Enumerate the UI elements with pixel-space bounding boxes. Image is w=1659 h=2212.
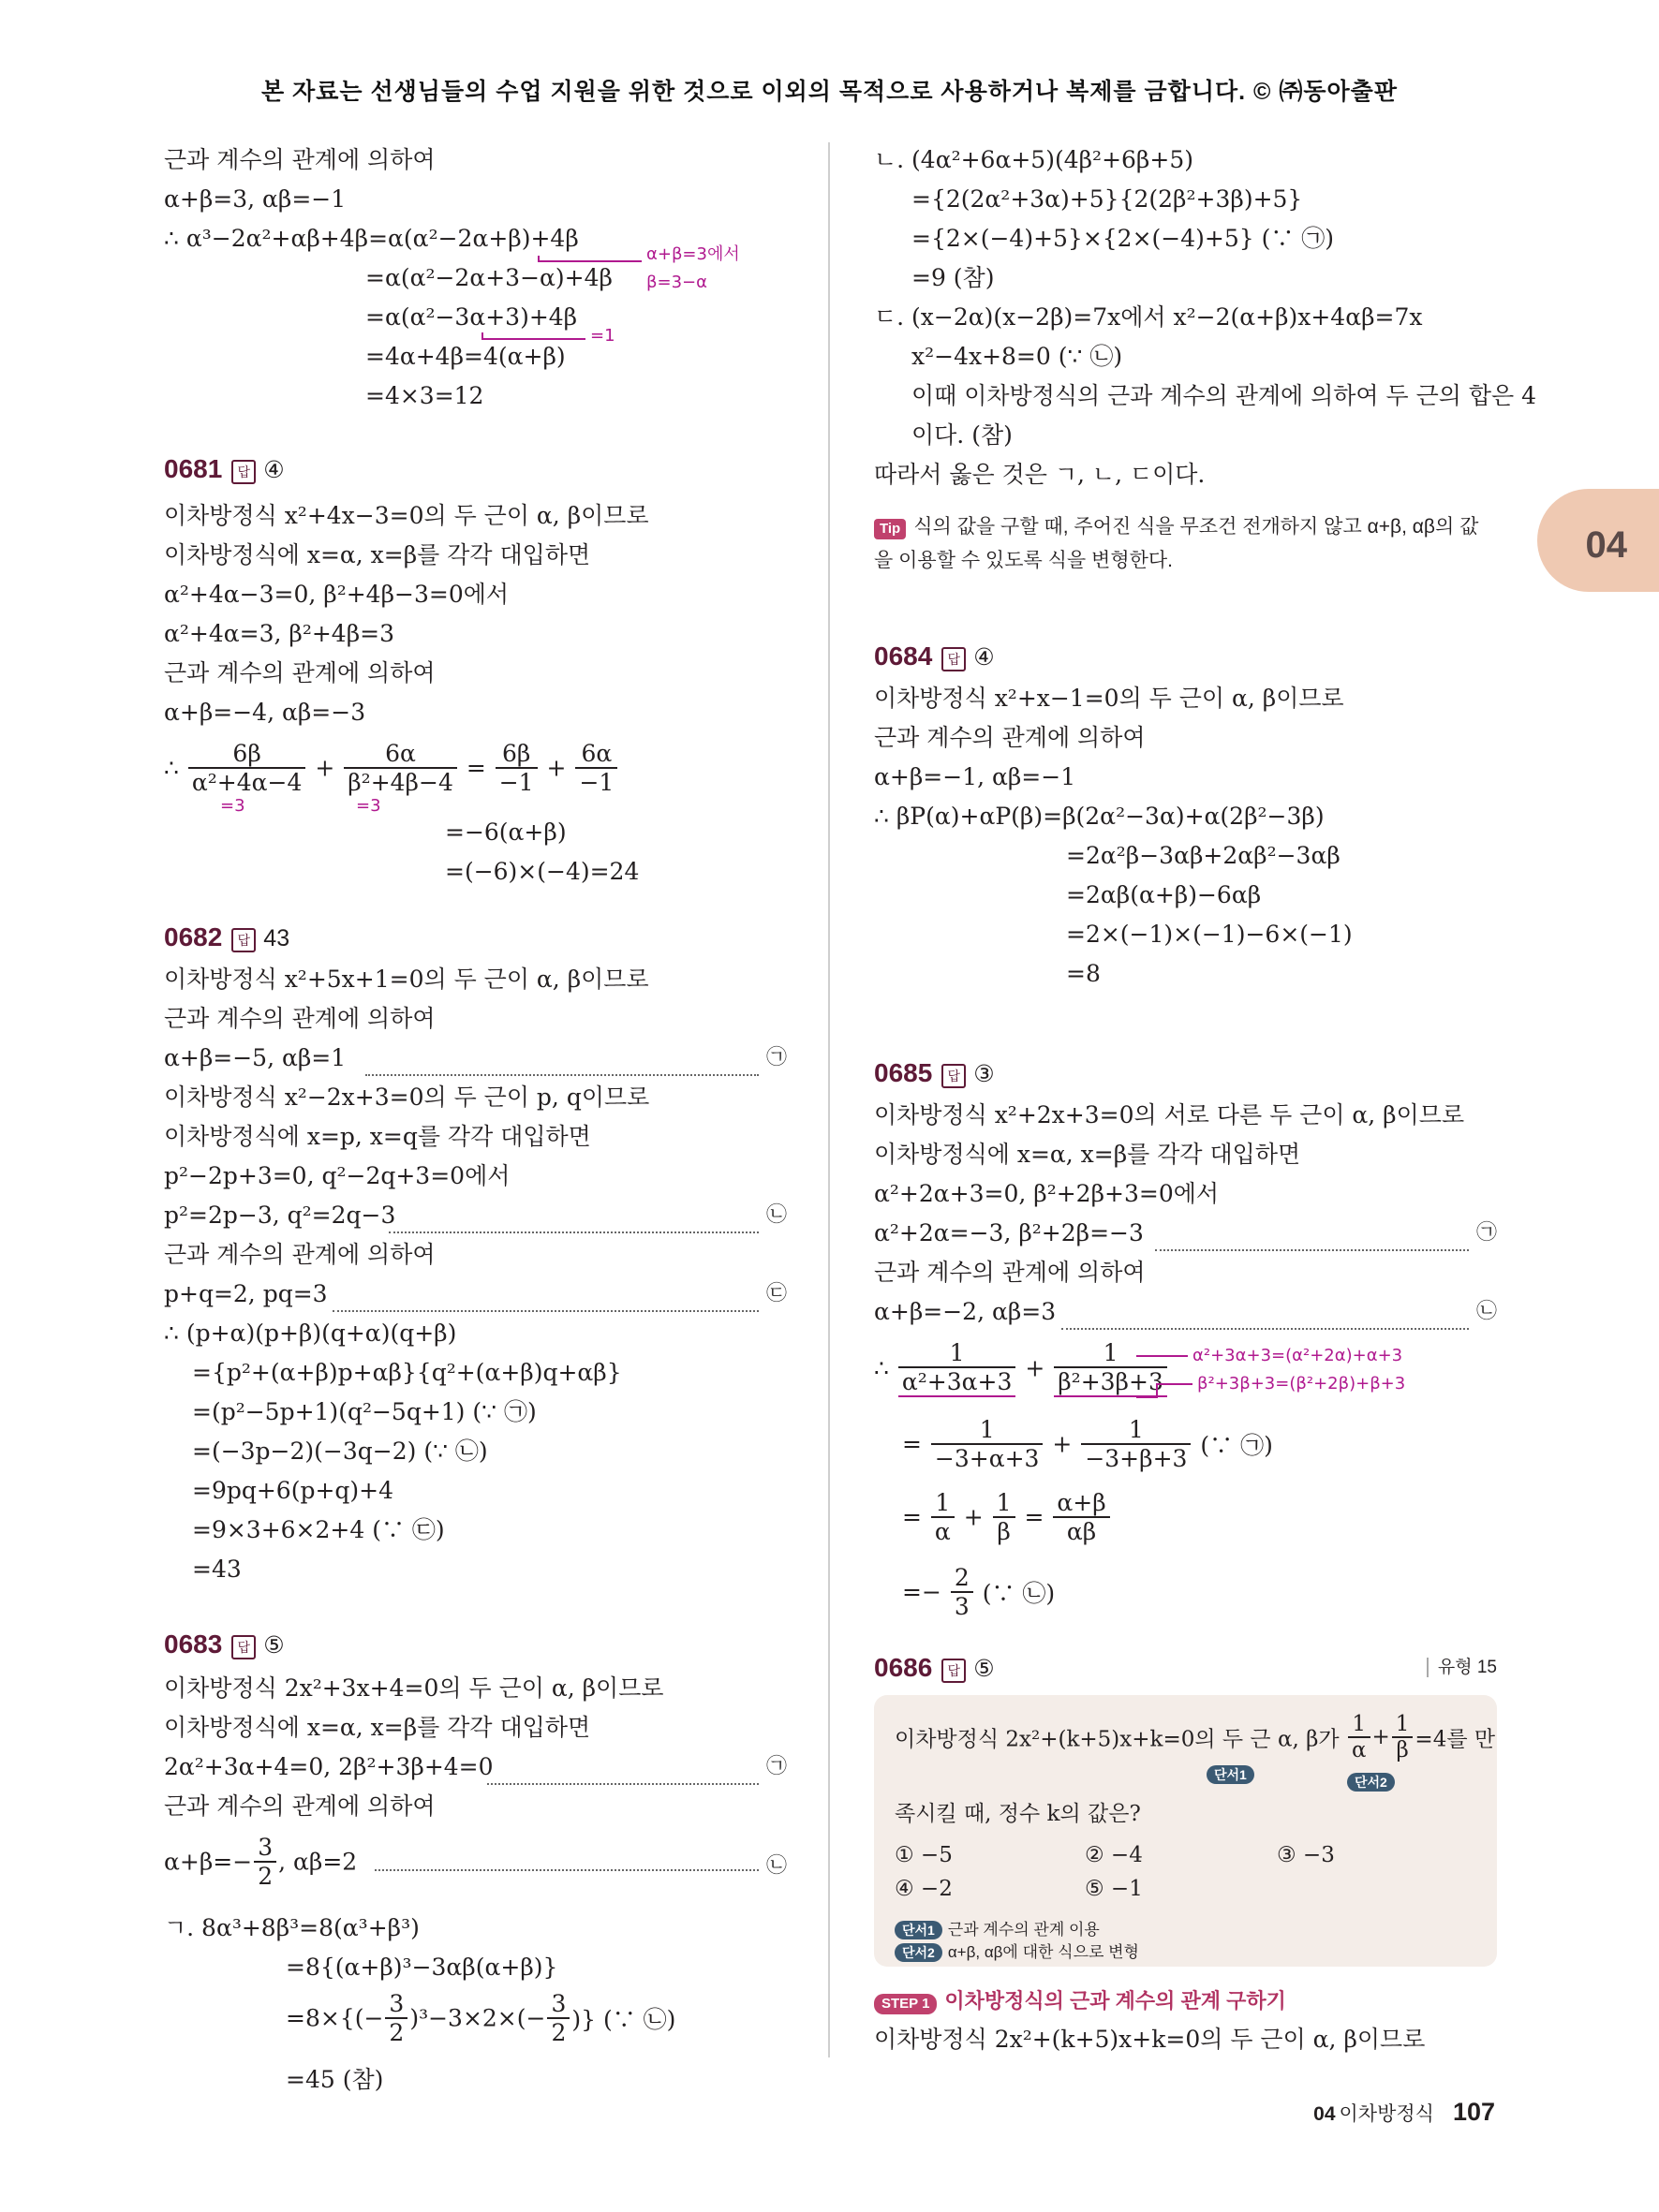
tip-line [874, 506, 1478, 545]
text-line: =(−3p−2)(−3q−2) (∵ ㉡) [192, 1438, 488, 1465]
fraction: $\frac{2}{3}$ [951, 1564, 973, 1620]
equation: 2α²+3α+4=0, 2β²+3β+4=0 [164, 1753, 494, 1780]
column-divider [828, 142, 830, 2057]
copyright-notice: 본 자료는 선생님들의 수업 지원을 위한 것으로 이외의 목적으로 사용하거나 복제를 금합니다. © ㈜동아출판 [261, 79, 1398, 105]
problem-type: 유형 15 [1427, 1648, 1497, 1688]
fraction-line: =8×{(− $\frac{3}{2}$ )³−3×2×(− $\frac{3}{2}$ )} (∵ ㉡) [286, 1990, 676, 2046]
text-line: 근과 계수의 관계에 의하여 [164, 146, 436, 173]
text-line: 근과 계수의 관계에 의하여 [164, 1792, 436, 1820]
step-header [874, 1981, 1286, 2020]
annotation: =3 [220, 796, 245, 816]
text-line: =2×(−1)×(−1)−6×(−1) [1066, 921, 1353, 948]
text-line: =9pq+6(p+q)+4 [192, 1477, 394, 1504]
answer-icon: 답 [941, 647, 966, 671]
annotation: =3 [356, 796, 381, 816]
step-badge: STEP 1 [874, 1994, 937, 2014]
text-line: =(−6)×(−4)=24 [445, 858, 640, 885]
text-line: =45 (참) [286, 2066, 384, 2093]
text-line: ㄷ. (x−2α)(x−2β)=7x에서 x²−2(α+β)x+4αβ=7x [874, 303, 1423, 331]
fraction: $\frac{1}{\alpha}$ [931, 1489, 955, 1545]
marker: ㉠ [765, 1046, 787, 1069]
fraction: $\frac{6\alpha}{\text{β²+4β−4}}$ [344, 740, 457, 796]
leader-dots [365, 1035, 759, 1076]
text-line: =9 (참) [911, 264, 995, 291]
answer: ⑤ [973, 1656, 995, 1682]
equation: α+β=−2, αβ=3 [874, 1298, 1057, 1325]
text-line: ={2(2α²+3α)+5}{2(2β²+3β)+5} [911, 185, 1303, 213]
text-line-marked [164, 1196, 787, 1235]
text-line: 이차방정식 x²−2x+3=0의 두 근이 p, q이므로 [164, 1084, 650, 1111]
tip-text: 식의 값을 구할 때, 주어진 식을 무조건 전개하지 않고 α+β, αβ의 값 [913, 516, 1479, 538]
answer-icon: 답 [231, 460, 256, 484]
choice-4: ④ −2 [895, 1877, 953, 1901]
text-line: 이차방정식에 x=α, x=β를 각각 대입하면 [164, 1714, 591, 1741]
fraction-line: = $\frac{1}{\alpha}$ + $\frac{1}{\beta}$ = $\frac{\alpha+\beta}{\alpha\beta}$ [902, 1489, 1112, 1555]
chapter-tab [1537, 489, 1659, 592]
text-line: 근과 계수의 관계에 의하여 [164, 659, 436, 686]
text-line: =2αβ(α+β)−6αβ [1066, 881, 1262, 908]
text-line: =2α²β−3αβ+2αβ²−3αβ [1066, 842, 1341, 869]
problem-number: 0682 [164, 922, 223, 951]
annotation: α+β=3에서 [646, 244, 740, 264]
text-line: =α(α²−3α+3)+4β [365, 303, 578, 331]
fraction: $\frac{1}{-3+\alpha+3}$ [931, 1416, 1044, 1472]
marker: ㉡ [765, 1203, 787, 1227]
text-line: α+β=−1, αβ=−1 [874, 763, 1076, 790]
fraction: $\frac{\alpha+\beta}{\alpha\beta}$ [1053, 1489, 1109, 1545]
annotation: β²+3β+3=(β²+2β)+β+3 [1197, 1374, 1406, 1394]
text-line: =(p²−5p+1)(q²−5q+1) (∵ ㉠) [192, 1398, 537, 1425]
text-line-marked [874, 1214, 1497, 1253]
text-line: 이다. (참) [911, 421, 1013, 449]
answer-icon: 답 [941, 1659, 966, 1683]
page-number: 107 [1452, 2098, 1495, 2126]
text-line: 이때 이차방정식의 근과 계수의 관계에 의하여 두 근의 합은 4 [911, 382, 1537, 409]
problem-box [874, 1695, 1497, 1967]
chapter-tab-label: 04 [1585, 524, 1627, 566]
answer: ⑤ [263, 1632, 285, 1659]
text-line: ∴ (p+α)(p+β)(q+α)(q+β) [164, 1320, 457, 1347]
page-footer [1313, 2098, 1495, 2127]
fraction: $\frac{3}{2}$ [254, 1834, 276, 1890]
text-line: 이차방정식에 x=α, x=β를 각각 대입하면 [874, 1141, 1301, 1168]
annotation-arrows [1136, 1349, 1197, 1400]
fraction: $\frac{6\alpha}{-1}$ [575, 740, 617, 796]
annotation: =1 [590, 326, 615, 346]
text-line: =4×3=12 [365, 382, 484, 409]
question-line: 이차방정식 2x²+(k+5)x+k=0의 두 근 α, β가 $\frac{1}{\alpha}$ + $\frac{1}{\beta}$ =4를 만 [895, 1712, 1496, 1762]
answer: ④ [263, 457, 285, 483]
text-line: p²−2p+3=0, q²−2q+3=0에서 [164, 1162, 511, 1189]
clue-badge-1: 단서1 [1207, 1761, 1260, 1785]
text-line: α²+4α=3, β²+4β=3 [164, 620, 395, 647]
fraction: $\frac{1}{\text{α²+3α+3}}$ [898, 1339, 1016, 1397]
leader-dots [1155, 1210, 1469, 1251]
problem-header-0681 [164, 450, 285, 489]
fraction: $\frac{1}{\beta}$ [993, 1489, 1015, 1545]
text-line: ={2×(−4)+5}×{2×(−4)+5} (∵ ㉠) [911, 225, 1335, 252]
leader-dots [389, 1192, 759, 1233]
text-line: 이차방정식 x²+2x+3=0의 서로 다른 두 근이 α, β이므로 [874, 1101, 1465, 1128]
problem-header-0684 [874, 637, 995, 676]
text-line: =−6(α+β) [445, 818, 567, 846]
problem-number: 0683 [164, 1630, 223, 1659]
text-line: 이차방정식 2x²+3x+4=0의 두 근이 α, β이므로 [164, 1674, 664, 1702]
text-line: α²+2α+3=0, β²+2β+3=0에서 [874, 1180, 1220, 1207]
text-line: x²−4x+8=0 (∵ ㉡) [911, 343, 1123, 370]
choice-1: ① −5 [895, 1843, 953, 1867]
hint-2: 단서2 α+β, αβ에 대한 식으로 변형 [895, 1939, 1139, 1963]
leader-dots [1061, 1289, 1469, 1330]
fraction-line: ∴ $\frac{1}{\text{α²+3α+3}}$ + $\frac{1}{\text{β²+3β+3}}$ [874, 1339, 1169, 1405]
answer-icon: 답 [231, 928, 256, 952]
text-line: 이차방정식 x²+x−1=0의 두 근이 α, β이므로 [874, 685, 1344, 712]
text-line: 근과 계수의 관계에 의하여 [164, 1241, 436, 1268]
text-line: 이차방정식 2x²+(k+5)x+k=0의 두 근이 α, β이므로 [874, 2026, 1426, 2053]
fraction-line: ∴ $\frac{6\beta}{\text{α²+4α−4}}$ + $\frac{6\alpha}{\text{β²+4β−4}}$ = $\frac{6\beta}{-1}$ + $\frac{6\alpha}{-1}$ [164, 740, 619, 805]
answer: ④ [973, 644, 995, 671]
problem-number: 0686 [874, 1653, 933, 1682]
text-line: =9×3+6×2+4 (∵ ㉢) [192, 1516, 445, 1543]
marker: ㉠ [1475, 1221, 1497, 1245]
footer-chapter: 04 [1313, 2103, 1336, 2125]
leader-dots [333, 1271, 759, 1312]
problem-header-0682 [164, 918, 289, 957]
problem-number: 0681 [164, 454, 223, 483]
problem-number: 0685 [874, 1058, 933, 1087]
text-line: ={p²+(α+β)p+αβ}{q²+(α+β)q+αβ} [192, 1359, 622, 1386]
text-line-marked [164, 1747, 787, 1787]
answer-icon: 답 [941, 1064, 966, 1088]
text-line: ∴ α³−2α²+αβ+4β=α(α²−2α+β)+4β [164, 225, 579, 252]
tip-label: Tip [874, 519, 906, 539]
text-line: 근과 계수의 관계에 의하여 [164, 1005, 436, 1032]
annotation-arrows [445, 248, 651, 351]
equation: α+β=−5, αβ=1 [164, 1044, 347, 1071]
answer-icon: 답 [231, 1635, 256, 1659]
tip-text: 을 이용할 수 있도록 식을 변형한다. [874, 550, 1174, 571]
text-line: ㄱ. 8α³+8β³=8(α³+β³) [164, 1914, 420, 1941]
text-line-marked [874, 1292, 1497, 1332]
marker: ㉠ [765, 1755, 787, 1778]
equation: p+q=2, pq=3 [164, 1280, 328, 1307]
annotation: α²+3α+3=(α²+2α)+α+3 [1192, 1346, 1403, 1365]
fraction-line: = $\frac{1}{-3+\alpha+3}$ + $\frac{1}{-3+\beta+3}$ (∵ ㉠) [902, 1416, 1273, 1472]
text-line: =43 [192, 1556, 242, 1583]
step-title: 이차방정식의 근과 계수의 관계 구하기 [944, 1989, 1286, 2013]
text-line: 이차방정식 x²+4x−3=0의 두 근이 α, β이므로 [164, 502, 649, 529]
hint-1: 단서1 근과 계수의 관계 이용 [895, 1916, 1100, 1940]
text-line: 이차방정식 x²+5x+1=0의 두 근이 α, β이므로 [164, 966, 649, 993]
equation: α²+2α=−3, β²+2β=−3 [874, 1219, 1144, 1246]
fraction: $\frac{6\beta}{-1}$ [496, 740, 538, 796]
text-line: ∴ βP(α)+αP(β)=β(2α²−3α)+α(2β²−3β) [874, 803, 1325, 830]
fraction: $\frac{1}{\beta}$ [1392, 1712, 1414, 1762]
fraction: $\frac{6\beta}{\text{α²+4α−4}}$ [188, 740, 306, 796]
text-line: α+β=−4, αβ=−3 [164, 699, 366, 726]
choice-2: ② −4 [1085, 1843, 1143, 1867]
problem-number: 0684 [874, 641, 933, 671]
answer: ③ [973, 1061, 995, 1087]
text-line: =α(α²−2α+3−α)+4β [365, 264, 613, 291]
fraction: $\frac{3}{2}$ [385, 1990, 407, 2046]
choice-3: ③ −3 [1277, 1843, 1335, 1867]
text-line: 따라서 옳은 것은 ㄱ, ㄴ, ㄷ이다. [874, 461, 1206, 488]
text-line: α²+4α−3=0, β²+4β−3=0에서 [164, 581, 510, 608]
text-line: 이차방정식에 x=p, x=q를 각각 대입하면 [164, 1123, 591, 1150]
marker: ㉡ [1475, 1300, 1497, 1323]
choice-5: ⑤ −1 [1085, 1877, 1143, 1901]
text-line: ㄴ. (4α²+6α+5)(4β²+6β+5) [874, 146, 1193, 173]
fraction: $\frac{1}{-3+\beta+3}$ [1081, 1416, 1191, 1472]
text-line: =8{(α+β)³−3αβ(α+β)} [286, 1954, 558, 1981]
text-line: =8 [1066, 960, 1101, 987]
fraction: $\frac{1}{\text{β²+3β+3}}$ [1054, 1339, 1167, 1397]
text-line: 이차방정식에 x=α, x=β를 각각 대입하면 [164, 541, 591, 568]
text-line: =4α+4β=4(α+β) [365, 343, 566, 370]
fraction: $\frac{3}{2}$ [547, 1990, 570, 2046]
annotation: β=3−α [646, 273, 707, 292]
text-line: 근과 계수의 관계에 의하여 [874, 724, 1146, 751]
problem-header-0686 [874, 1648, 1497, 1688]
marker: ㉢ [765, 1282, 787, 1305]
text-line-marked [164, 1275, 787, 1314]
problem-header-0685 [874, 1054, 995, 1093]
marker: ㉡ [765, 1854, 787, 1878]
text-line: 근과 계수의 관계에 의하여 [874, 1259, 1146, 1286]
question-line: 족시킬 때, 정수 k의 값은? [895, 1802, 1141, 1826]
problem-header-0683 [164, 1625, 285, 1664]
answer: 43 [263, 925, 290, 951]
leader-dots [487, 1744, 759, 1785]
footer-chapter-name: 이차방정식 [1339, 2103, 1434, 2125]
fraction: $\frac{1}{\alpha}$ [1348, 1712, 1370, 1762]
fraction-line: α+β=− $\frac{3}{2}$ , αβ=2 ㉡ [164, 1834, 787, 1890]
text-line: α+β=3, αβ=−1 [164, 185, 347, 213]
clue-badge-2: 단서2 [1347, 1768, 1400, 1792]
text-line-marked [164, 1039, 787, 1078]
leader-dots [375, 1867, 759, 1871]
equation: p²=2p−3, q²=2q−3 [164, 1202, 396, 1229]
fraction-line: =− $\frac{2}{3}$ (∵ ㉡) [902, 1564, 1056, 1620]
